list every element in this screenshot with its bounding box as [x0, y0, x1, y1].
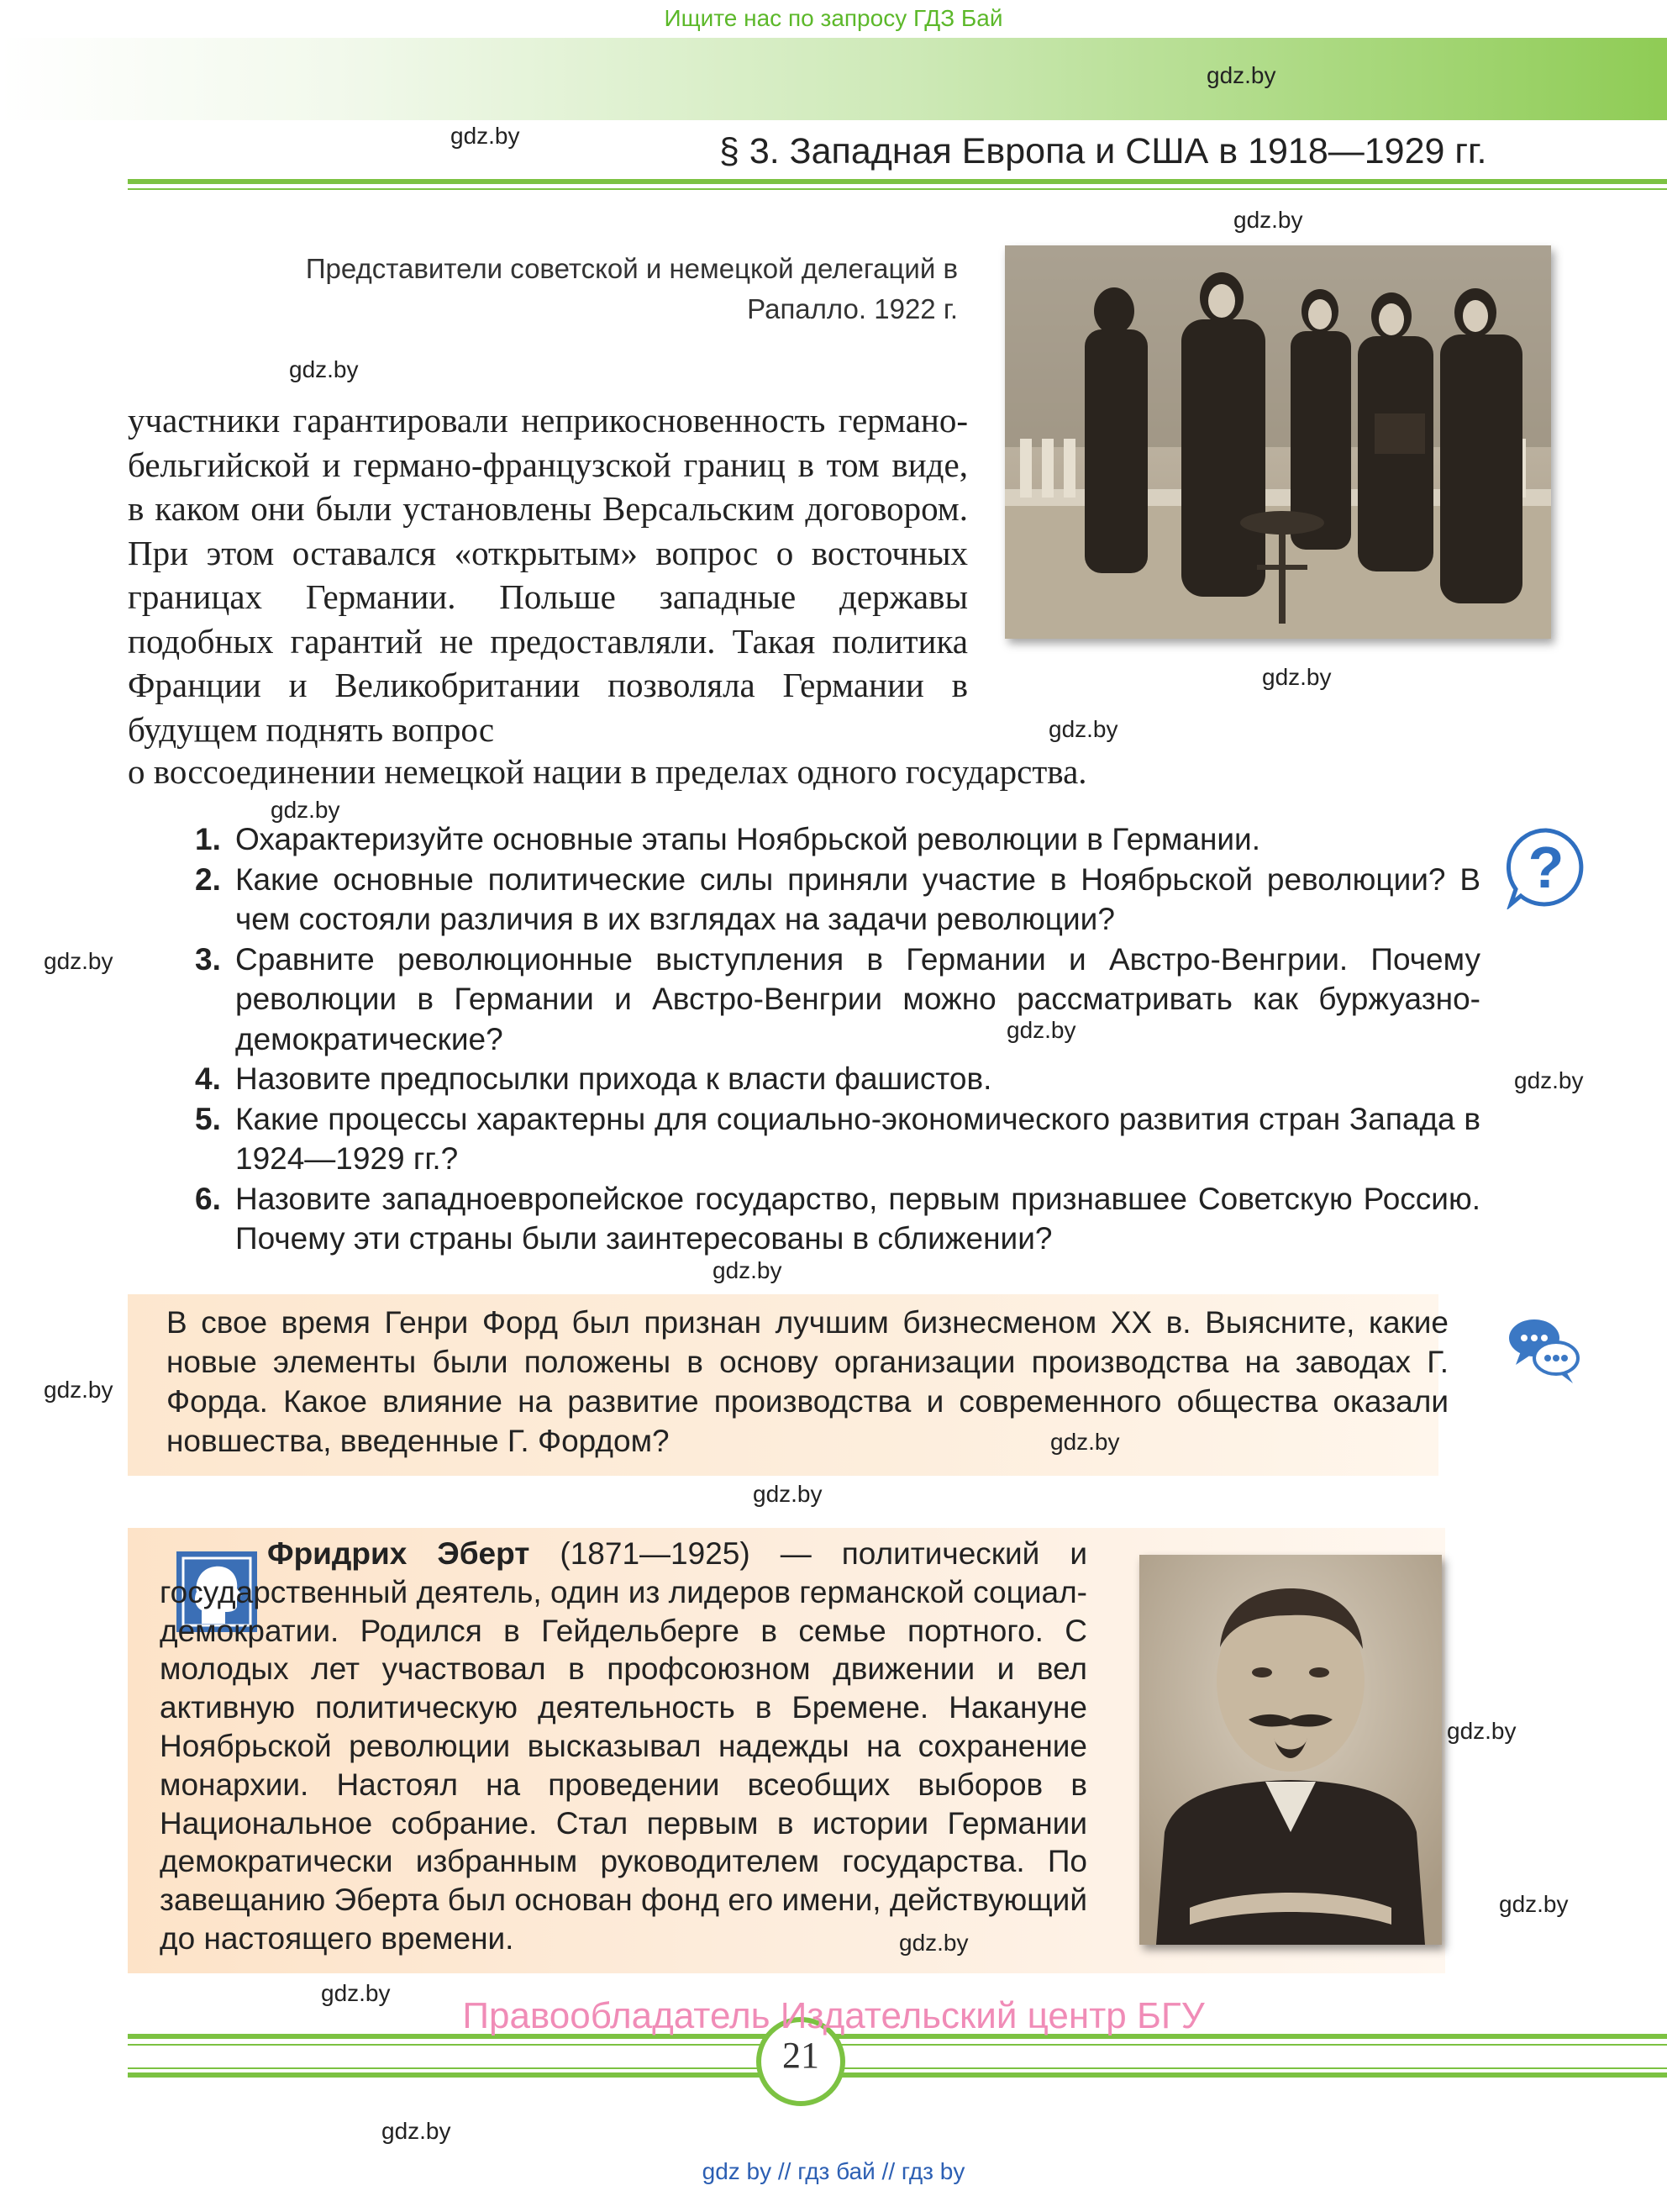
header-rule: [128, 179, 1667, 184]
footer-rule: [128, 2072, 1667, 2078]
watermark: gdz.by: [450, 123, 520, 149]
biography-name: Фридрих Эберт: [267, 1536, 530, 1571]
question-number: 6.: [195, 1181, 221, 1216]
biography-body: (1871—1925) — политический и государственный деятель, один из лидеров германской социал-демократии. Родился в Гейдельберге в семье портного. С молодых лет участвовал в профсоюзном движении и вел активную политическую деятельность в Бремене. Накануне Ноябрьской революции высказывал надежды на сохранение монархии. Настоял на проведении всеобщих выборов в Национальное собрание. Стал первым в истории Германии демократически избранным руководителем государства. По завещанию Эберта был основан фонд его имени, действующий до настоящего времени.: [160, 1536, 1088, 1956]
chat-bubbles-icon: [1506, 1309, 1583, 1387]
question-text: Сравните революционные выступления в Германии и Австро-Венгрии. Почему революции в Германии и Австро-Венгрии можно рассматривать как буржуазно-демократические?: [235, 941, 1480, 1056]
watermark: gdz.by: [321, 1980, 391, 2006]
ebert-portrait-photo: [1139, 1555, 1442, 1945]
question-text: Назовите западноевропейское государство, первым признавшее Советскую Россию. Почему эти страны были заинтересованы в сближении?: [235, 1181, 1480, 1256]
question-text: Назовите предпосылки прихода к власти фашистов.: [235, 1061, 992, 1096]
watermark: gdz.by: [1499, 1891, 1569, 1917]
body-paragraph: участники гарантировали неприкосновенность германо-бельгийской и германо-французской границ в том виде, в каком они были установлены Версальским договором. При этом оставался «открытым» вопрос о восточных границах Германии. Польше западные державы подобных гарантий не предоставляли. Такая политика Франции и Великобритании позволяла Германии в будущем поднять вопрос: [128, 401, 968, 749]
watermark: gdz.by: [289, 356, 359, 382]
watermark: gdz.by: [44, 1377, 113, 1403]
review-questions: [195, 819, 1480, 1259]
question-text: Какие процессы характерны для социально-экономического развития стран Запада в 1924—1929 гг.?: [235, 1101, 1480, 1176]
watermark: gdz.by: [1050, 1429, 1120, 1455]
svg-text:?: ?: [1528, 835, 1564, 900]
question-item: [195, 1099, 1480, 1179]
watermark: gdz.by: [1447, 1718, 1517, 1744]
question-item: [195, 1179, 1480, 1259]
photo-caption: Представители советской и немецкой делегаций в Рапалло. 1922 г.: [305, 253, 958, 324]
header-band: [0, 38, 1667, 120]
search-hint: Ищите нас по запросу ГДЗ Бай: [664, 5, 1003, 31]
watermark: gdz.by: [753, 1481, 823, 1507]
question-number: 1.: [195, 822, 221, 856]
question-number: 4.: [195, 1061, 221, 1096]
question-text: Охарактеризуйте основные этапы Ноябрьской революции в Германии.: [235, 822, 1260, 856]
section-title: § 3. Западная Европа и США в 1918—1929 гг.: [719, 131, 1487, 171]
watermark: gdz.by: [1007, 1017, 1076, 1043]
question-text: Какие основные политические силы приняли участие в Ноябрьской революции? В чем состояли различия в их взглядах на задачи революции?: [235, 861, 1480, 936]
watermark: gdz.by: [381, 2118, 451, 2144]
question-item: [195, 819, 1480, 860]
question-number: 5.: [195, 1101, 221, 1136]
copyright-notice: Правообладатель Издательский центр БГУ: [462, 1995, 1205, 2036]
body-paragraph-end: о воссоединении немецкой нации в пределах одного государства.: [128, 752, 1087, 791]
rapallo-delegation-photo: [1005, 245, 1551, 639]
question-number: 2.: [195, 861, 221, 897]
watermark: gdz.by: [713, 1257, 782, 1283]
watermark: gdz.by: [1207, 62, 1276, 88]
watermark: gdz.by: [44, 948, 113, 974]
watermark: gdz.by: [271, 797, 340, 823]
page-number: 21: [782, 2035, 819, 2076]
question-item: [195, 940, 1480, 1060]
question-number: 3.: [195, 941, 221, 977]
footer-rule-thin: [128, 2067, 1667, 2069]
watermark: gdz.by: [1049, 716, 1118, 742]
biography-text: [160, 1535, 1087, 1958]
footer-links[interactable]: gdz by // гдз бай // гдз by: [702, 2158, 965, 2184]
watermark: gdz.by: [899, 1930, 969, 1956]
footer-rule-thin: [128, 2044, 1667, 2046]
task-text: В свое время Генри Форд был признан лучшим бизнесменом XX в. Выясните, какие новые элементы были положены в основу организации производства на заводах Г. Форда. Какое влияние на развитие производства и современного общества оказали новшества, введенные Г. Фордом?: [166, 1305, 1449, 1458]
header-rule-thin: [128, 188, 1667, 190]
question-item: [195, 1059, 1480, 1099]
question-icon: [1504, 825, 1588, 909]
question-item: [195, 860, 1480, 940]
watermark: gdz.by: [1262, 664, 1332, 690]
watermark: gdz.by: [1514, 1067, 1584, 1093]
watermark: gdz.by: [1233, 207, 1303, 233]
